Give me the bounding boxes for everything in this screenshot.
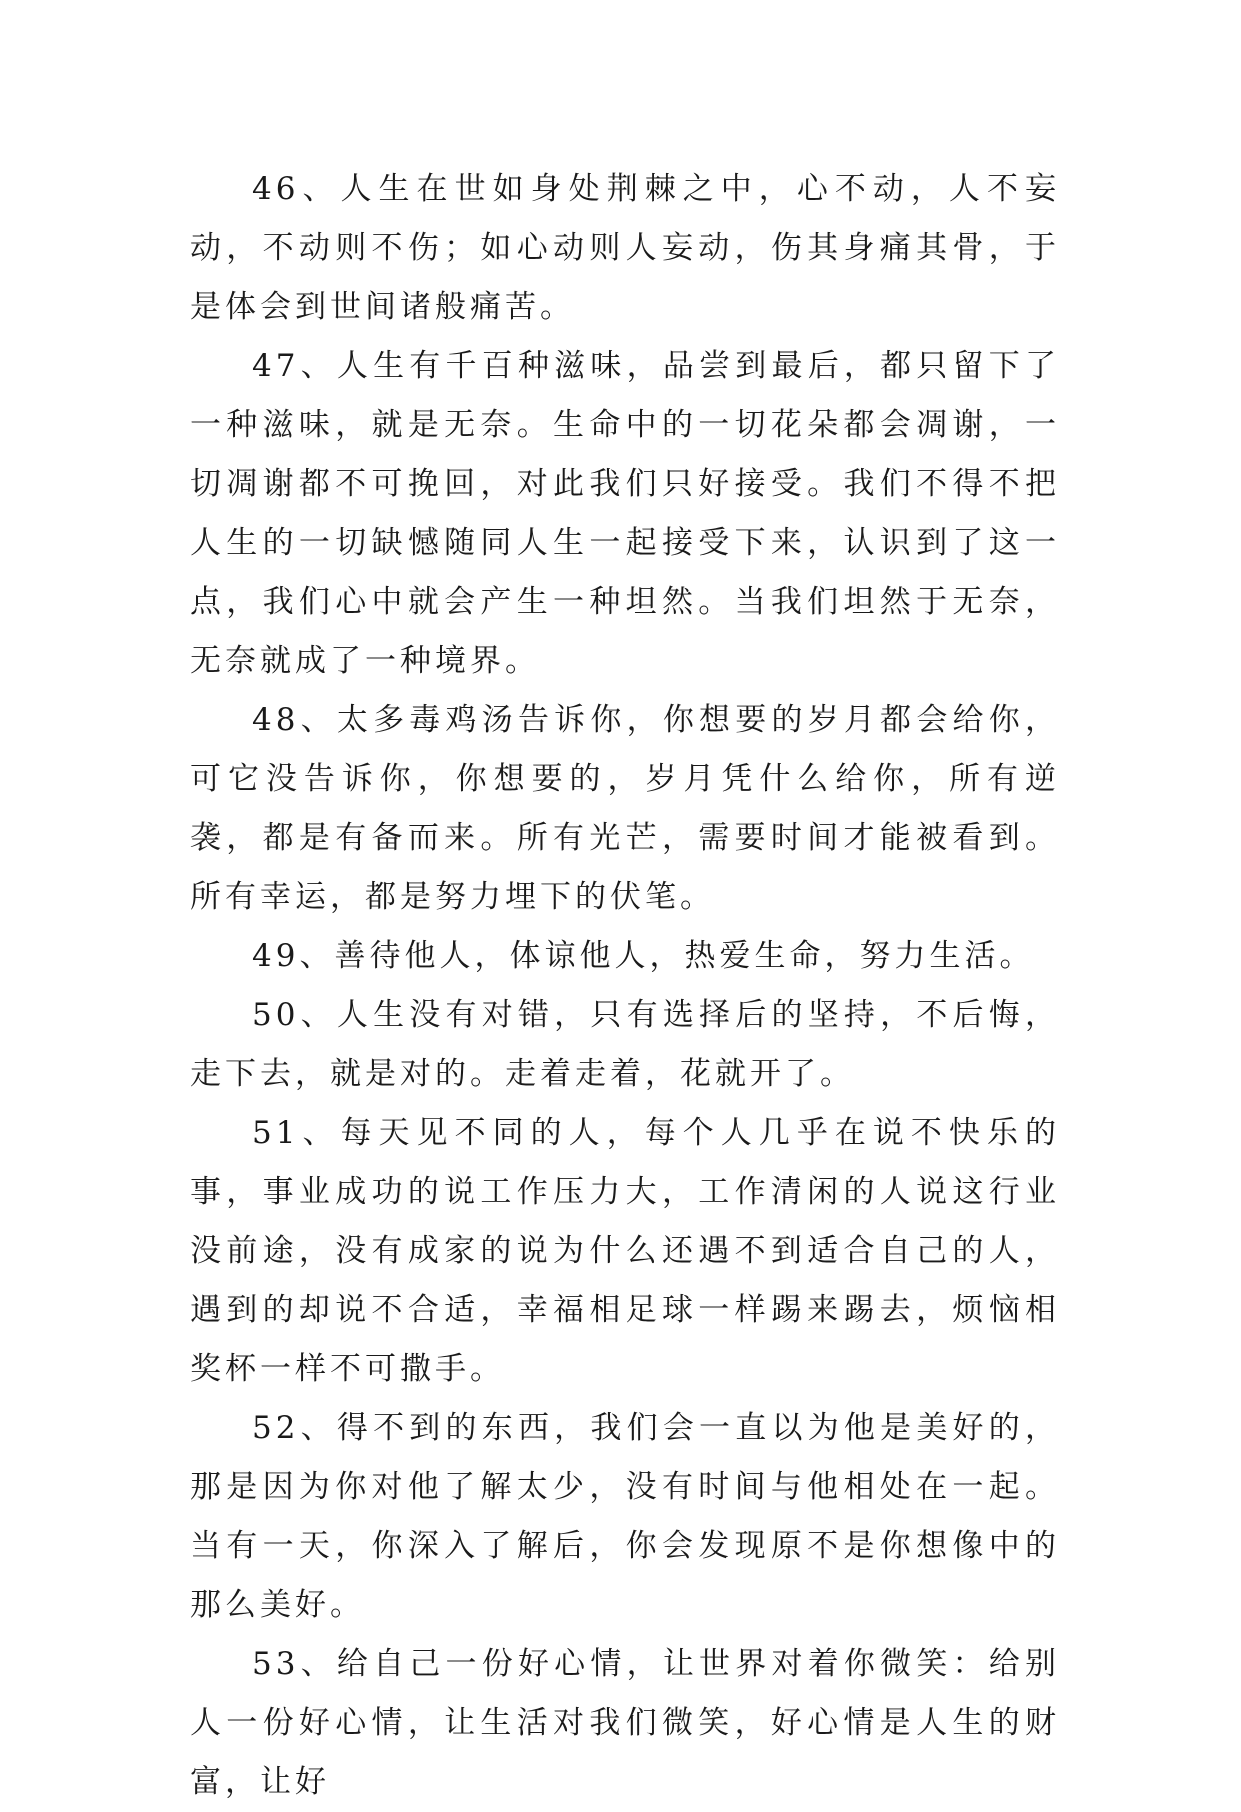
document-body	[190, 160, 1060, 1812]
paragraph-52: 52、得不到的东西，我们会一直以为他是美好的，那是因为你对他了解太少，没有时间与他相处在一起。当有一天，你深入了解后，你会发现原不是你想像中的那么美好。	[190, 1410, 1060, 1623]
paragraph-46: 46、人生在世如身处荆棘之中，心不动，人不妄动，不动则不伤；如心动则人妄动，伤其身痛其骨，于是体会到世间诸般痛苦。	[190, 171, 1060, 325]
paragraph-51: 51、每天见不同的人，每个人几乎在说不快乐的事，事业成功的说工作压力大，工作清闲的人说这行业没前途，没有成家的说为什么还遇不到适合自己的人，遇到的却说不合适，幸福相足球一样踢来踢去，烦恼相奖杯一样不可撒手。	[190, 1115, 1060, 1387]
paragraph-53: 53、给自己一份好心情，让世界对着你微笑：给别人一份好心情，让生活对我们微笑，好心情是人生的财富，让好	[190, 1646, 1060, 1800]
paragraph-49: 49、善待他人，体谅他人，热爱生命，努力生活。	[252, 938, 1035, 974]
paragraph-48: 48、太多毒鸡汤告诉你，你想要的岁月都会给你，可它没告诉你，你想要的，岁月凭什么给你，所有逆袭，都是有备而来。所有光芒，需要时间才能被看到。所有幸运，都是努力埋下的伏笔。	[190, 702, 1060, 915]
paragraph-47: 47、人生有千百种滋味，品尝到最后，都只留下了一种滋味，就是无奈。生命中的一切花朵都会凋谢，一切凋谢都不可挽回，对此我们只好接受。我们不得不把人生的一切缺憾随同人生一起接受下来，认识到了这一点，我们心中就会产生一种坦然。当我们坦然于无奈，无奈就成了一种境界。	[190, 348, 1060, 679]
paragraph-50: 50、人生没有对错，只有选择后的坚持，不后悔，走下去，就是对的。走着走着，花就开了。	[190, 997, 1060, 1092]
